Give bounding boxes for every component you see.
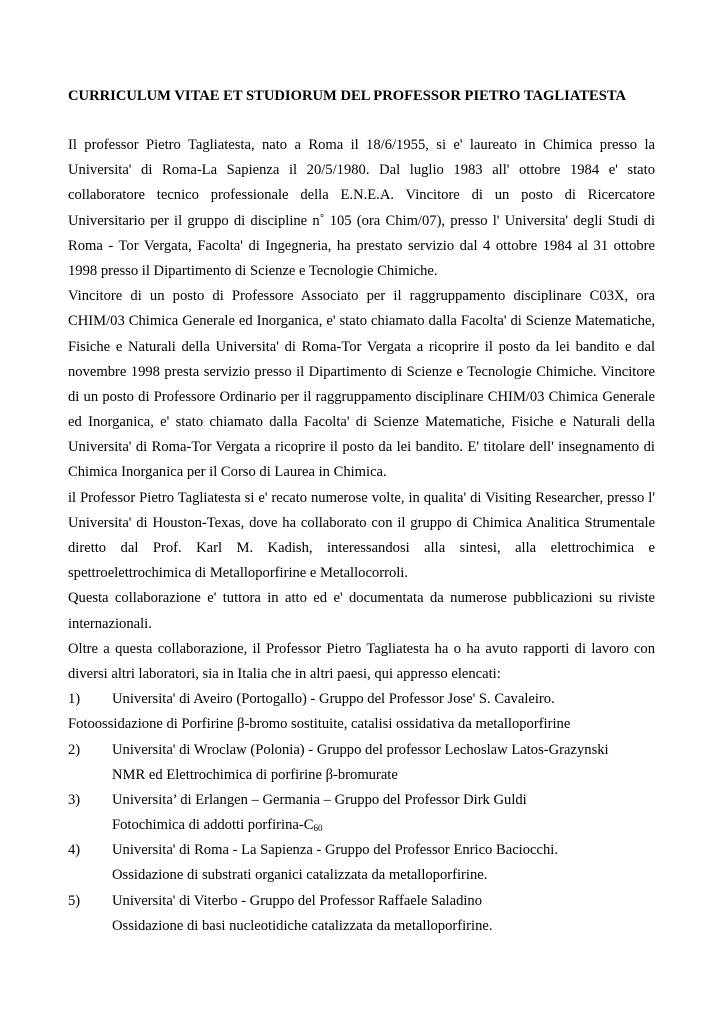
list-item-text: Universita' di Roma - La Sapienza - Gruppo del Professor Enrico Baciocchi. xyxy=(112,842,558,859)
list-item-topic-text: Ossidazione di basi nucleotidiche catalizzata da metalloporfirine. xyxy=(112,917,493,934)
list-item-topic xyxy=(68,763,655,788)
text-line: Oltre a questa collaborazione, il Professor Pietro Tagliatesta ha o ha avuto rapporti di lavoro con xyxy=(68,640,655,657)
text-line: Universitario per il gruppo di discipline n˚ 105 (ora Chim/07), presso l' Universita' degli Studi di xyxy=(68,212,655,229)
collaborations-list xyxy=(68,687,655,939)
list-item-heading xyxy=(68,889,655,914)
text-line: collaboratore tecnico professionale della E.N.E.A. Vincitore di un posto di Ricercatore xyxy=(68,187,655,204)
list-item xyxy=(68,738,655,788)
text-line: Universita' di Roma-La Sapienza il 20/5/1980. Dal luglio 1983 all' ottobre 1984 e' stato xyxy=(68,162,655,179)
list-item xyxy=(68,838,655,888)
list-item xyxy=(68,687,655,737)
text-line: Questa collaborazione e' tuttora in atto ed e' documentata da numerose pubblicazioni su riviste xyxy=(68,590,655,607)
list-item-topic-text: NMR ed Elettrochimica di porfirine β-bromurate xyxy=(112,766,398,783)
paragraph xyxy=(68,637,655,687)
text-line: 1998 presso il Dipartimento di Scienze e Tecnologie Chimiche. xyxy=(68,262,438,279)
text-line: Il professor Pietro Tagliatesta, nato a Roma il 18/6/1955, si e' laureato in Chimica presso la xyxy=(68,137,655,153)
list-item xyxy=(68,788,655,838)
list-item-topic xyxy=(68,813,655,838)
list-item-heading xyxy=(68,687,655,712)
paragraph xyxy=(68,284,655,486)
list-item-number: 4) xyxy=(68,842,81,859)
list-item-text: Universita’ di Erlangen – Germania – Gruppo del Professor Dirk Guldi xyxy=(112,791,527,808)
text-line: Universita' di Houston-Texas, dove ha collaborato con il gruppo di Chimica Analitica Strumentale xyxy=(68,514,655,531)
list-item-heading xyxy=(68,738,655,763)
list-item-number: 3) xyxy=(68,791,81,808)
list-item-text: Universita' di Wroclaw (Polonia) - Gruppo del professor Lechoslaw Latos-Grazynski xyxy=(112,741,609,758)
list-item-text: Universita' di Aveiro (Portogallo) - Gruppo del Professor Jose' S. Cavaleiro. xyxy=(112,691,555,708)
text-line: ed Inorganica, e' stato chiamato dalla Facolta' di Scienze Matematiche, Fisiche e Naturali della xyxy=(68,414,655,431)
text-line: diretto dal Prof. Karl M. Kadish, interessandosi alla sintesi, alla elettrochimica e xyxy=(68,540,655,556)
document-body xyxy=(68,133,655,939)
paragraph xyxy=(68,586,655,636)
list-item-heading xyxy=(68,788,655,813)
paragraph xyxy=(68,133,655,284)
list-item-topic-text: Ossidazione di substrati organici catalizzata da metalloporfirine. xyxy=(112,867,488,884)
list-item-topic xyxy=(68,863,655,888)
text-line: spettroelettrochimica di Metalloporfirine e Metallocorroli. xyxy=(68,565,408,582)
text-line: Universita' di Roma-Tor Vergata a ricoprire il posto da lei bandito. E' titolare dell' insegnamento di xyxy=(68,439,655,456)
list-item-topic xyxy=(68,712,655,737)
text-line: Roma - Tor Vergata, Facolta' di Ingegneria, ha prestato servizio dal 4 ottobre 1984 al 31 ottobre xyxy=(68,237,655,254)
text-line: Vincitore di un posto di Professore Associato per il raggruppamento disciplinare C03X, ora xyxy=(68,288,655,305)
text-line: il Professor Pietro Tagliatesta si e' recato numerose volte, in qualita' di Visiting Researcher, presso l' xyxy=(68,489,655,506)
document-title: CURRICULUM VITAE ET STUDIORUM DEL PROFESSOR PIETRO TAGLIATESTA xyxy=(68,88,627,104)
list-item-topic xyxy=(68,914,655,939)
list-item-heading xyxy=(68,838,655,863)
list-item xyxy=(68,889,655,939)
text-line: di un posto di Professore Ordinario per il raggruppamento disciplinare CHIM/03 Chimica Generale xyxy=(68,388,655,405)
text-line: Fisiche e Naturali della Universita' di Roma-Tor Vergata a ricoprire il posto da lei bandito e dal xyxy=(68,338,655,355)
list-item-text: Universita' di Viterbo - Gruppo del Professor Raffaele Saladino xyxy=(112,892,483,909)
list-item-topic-text: Fotoossidazione di Porfirine β-bromo sostituite, catalisi ossidativa da metalloporfirine xyxy=(68,716,571,733)
list-item-number: 1) xyxy=(68,691,81,708)
text-line: diversi altri laboratori, sia in Italia che in altri paesi, qui appresso elencati: xyxy=(68,665,501,682)
paragraph xyxy=(68,486,655,587)
text-line: CHIM/03 Chimica Generale ed Inorganica, e' stato chiamato dalla Facolta' di Scienze Matematiche, xyxy=(68,313,655,330)
list-item-topic-text: Fotochimica di addotti porfirina-C xyxy=(112,817,314,834)
text-line: Chimica Inorganica per il Corso di Laurea in Chimica. xyxy=(68,464,387,481)
text-line: internazionali. xyxy=(68,615,152,632)
list-item-number: 2) xyxy=(68,741,81,758)
list-item-number: 5) xyxy=(68,892,81,909)
text-line: novembre 1998 presta servizio presso il Dipartimento di Scienze e Tecnologie Chimiche. Vincitore xyxy=(68,363,655,380)
subscript: 60 xyxy=(313,823,323,834)
